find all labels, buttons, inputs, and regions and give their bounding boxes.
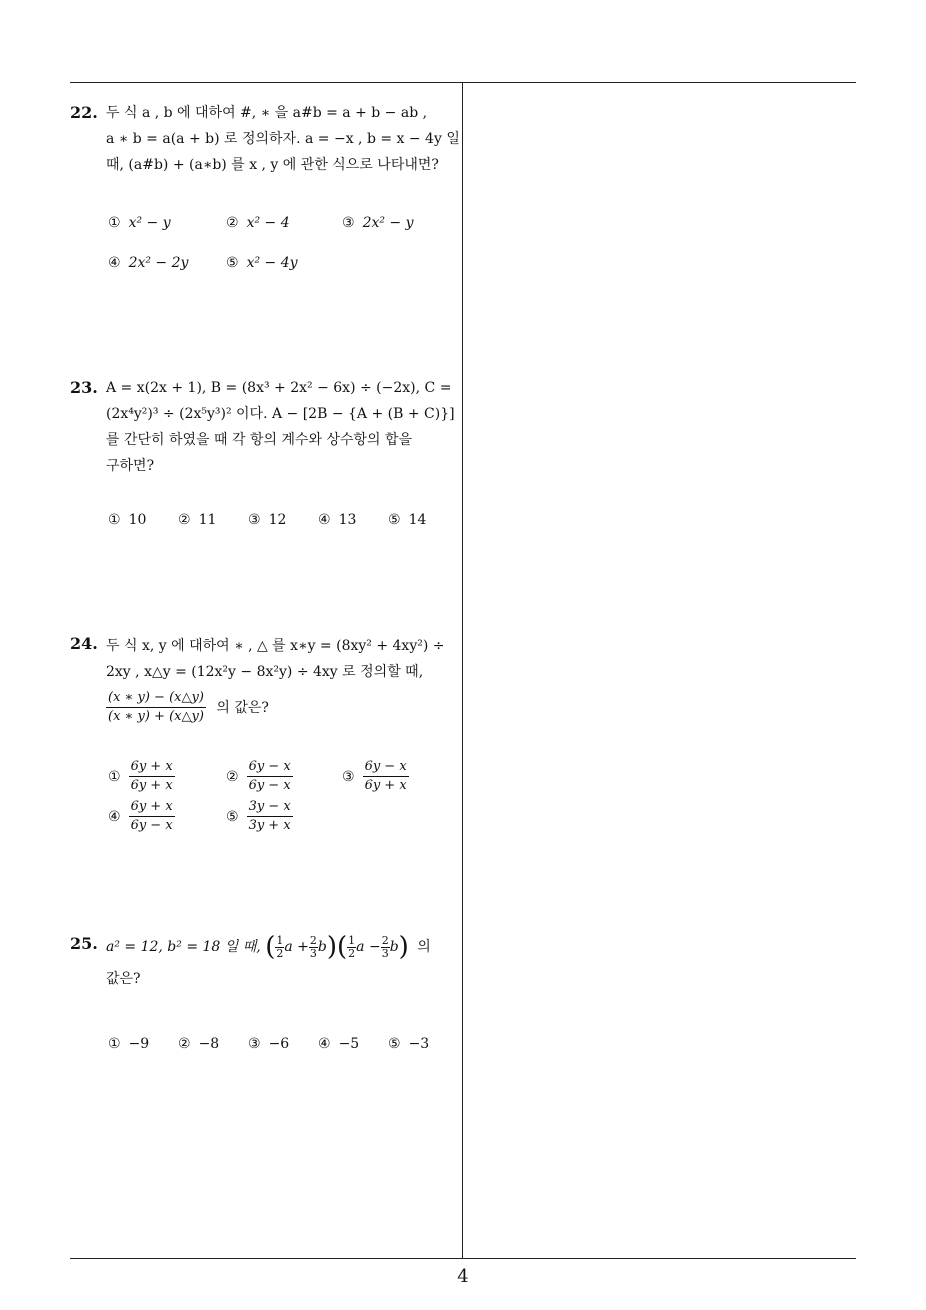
question-line: 때, (a#b) + (a∗b) 를 x , y 에 관한 식으로 나타내면?: [106, 157, 439, 173]
option-1[interactable]: ① −9: [108, 1036, 150, 1052]
question-line: 구하면?: [106, 458, 155, 474]
question-text: [106, 375, 458, 479]
option-5[interactable]: ⑤ x² − 4y: [226, 255, 298, 271]
option-4[interactable]: ④ −5: [318, 1036, 360, 1052]
column-divider: [462, 82, 463, 1258]
option-2[interactable]: ② x² − 4: [226, 215, 290, 231]
question-tail: 의 값은?: [216, 699, 269, 716]
question-line: a ∗ b = a(a + b) 로 정의하자. a = −x , b = x − 4y 일: [106, 131, 460, 147]
option-3[interactable]: ③ −6: [248, 1036, 290, 1052]
option-4[interactable]: ④ 13: [318, 512, 357, 528]
question-line: a² = 12, b² = 18 일 때, ( $\frac{1}{2}$ a + $\frac{2}{3}$ b)( $\frac{1}{2}$ a − $\frac{2}{3}$ b) 의: [106, 932, 431, 962]
question-line: 를 간단히 하였을 때 각 항의 계수와 상수항의 합을: [106, 432, 413, 448]
option-5[interactable]: ⑤ 14: [388, 512, 427, 528]
question-line: 값은?: [106, 971, 141, 987]
question-tail: 의: [417, 939, 431, 955]
option-3[interactable]: ③ $\frac{6y - x}{6y + x}$: [342, 759, 407, 793]
question-line: (2x⁴y²)³ ÷ (2x⁵y³)² 이다. A − [2B − {A + (B + C)}]: [106, 406, 455, 422]
question-line: 두 식 x, y 에 대하여 ∗ , △ 를 x∗y = (8xy² + 4xy²) ÷: [106, 638, 445, 654]
option-3[interactable]: ③ 2x² − y: [342, 215, 414, 231]
option-3[interactable]: ③ 12: [248, 512, 287, 528]
fraction-expression: $\frac{(x ∗ y) - (x\triangle y)}{(x ∗ y) + (x\triangle y)}$: [108, 690, 204, 724]
option-1[interactable]: ① 10: [108, 512, 147, 528]
option-4[interactable]: ④ $\frac{6y + x}{6y - x}$: [108, 799, 173, 833]
question-number: 22.: [70, 103, 98, 122]
option-1[interactable]: ① x² − y: [108, 215, 171, 231]
question-number: 23.: [70, 378, 98, 397]
question-line: A = x(2x + 1), B = (8x³ + 2x² − 6x) ÷ (−2x), C =: [106, 380, 452, 396]
option-4[interactable]: ④ 2x² − 2y: [108, 255, 189, 271]
question-number: 25.: [70, 934, 98, 953]
question-text: [106, 934, 458, 992]
option-2[interactable]: ② −8: [178, 1036, 220, 1052]
question-line: 두 식 a , b 에 대하여 #, ∗ 을 a#b = a + b − ab ,: [106, 105, 428, 121]
question-number: 24.: [70, 634, 98, 653]
question-line: 2xy , x△y = (12x²y − 8x²y) ÷ 4xy 로 정의할 때,: [106, 664, 424, 680]
footer-rule: [70, 1258, 856, 1259]
option-2[interactable]: ② 11: [178, 512, 217, 528]
header-rule: [70, 82, 856, 83]
question-line: [106, 689, 458, 726]
condition-text: a² = 12, b² = 18 일 때,: [106, 939, 261, 955]
option-5[interactable]: ⑤ $\frac{3y - x}{3y + x}$: [226, 799, 291, 833]
option-5[interactable]: ⑤ −3: [388, 1036, 430, 1052]
question-text: [106, 100, 458, 178]
option-1[interactable]: ① $\frac{6y + x}{6y + x}$: [108, 759, 173, 793]
option-2[interactable]: ② $\frac{6y - x}{6y - x}$: [226, 759, 291, 793]
page-number: 4: [457, 1266, 469, 1287]
question-text: [106, 633, 458, 726]
